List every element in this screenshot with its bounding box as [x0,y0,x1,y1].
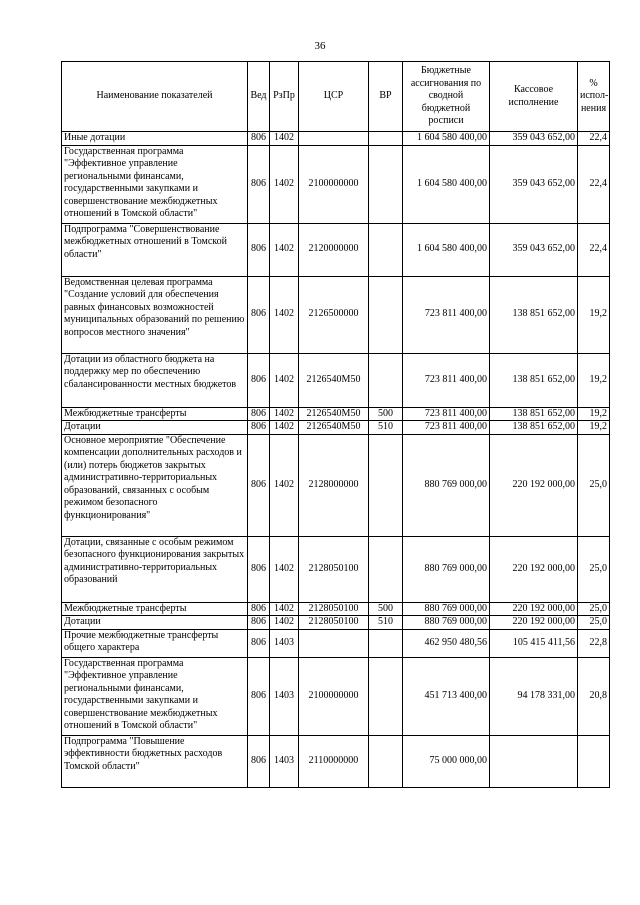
table-row [62,145,610,223]
header-name: Наименование показателей [62,62,248,132]
row-cash: 138 851 652,00 [490,407,578,421]
row-name: Подпрограмма "Повышение эффективности бюджетных расходов Томской области" [62,735,248,787]
row-rzpr: 1402 [270,276,299,353]
row-rzpr: 1402 [270,132,299,146]
row-name: Прочие межбюджетные трансферты общего характера [62,629,248,657]
row-rzpr: 1402 [270,223,299,276]
table-row [62,536,610,602]
header-budget: Бюджетные ассигнования по сводной бюджетной росписи [403,62,490,132]
row-name: Дотации, связанные с особым режимом безопасного функционирования закрытых административно-территориальных образований [62,536,248,602]
row-rzpr: 1403 [270,735,299,787]
row-name: Дотации [62,421,248,435]
row-ved: 806 [248,223,270,276]
row-name: Межбюджетные трансферты [62,602,248,616]
row-budget: 880 769 000,00 [403,616,490,630]
row-rzpr: 1402 [270,407,299,421]
page-number: 36 [314,40,326,52]
row-rzpr: 1402 [270,434,299,536]
header-csr: ЦСР [299,62,369,132]
row-cash: 359 043 652,00 [490,145,578,223]
row-vr: 510 [369,616,403,630]
row-percent: 22,4 [578,223,610,276]
row-ved: 806 [248,536,270,602]
row-name: Государственная программа "Эффективное управление региональными финансами, государственными закупками и совершенствование межбюджетных отношений в Томской области" [62,657,248,735]
row-budget: 451 713 400,00 [403,657,490,735]
row-percent: 25,0 [578,602,610,616]
row-csr: 2128000000 [299,434,369,536]
row-vr [369,353,403,407]
row-cash: 138 851 652,00 [490,276,578,353]
table-row [62,132,610,146]
row-vr [369,629,403,657]
row-vr: 510 [369,421,403,435]
row-name: Дотации [62,616,248,630]
row-name: Подпрограмма "Совершенствование межбюджетных отношений в Томской области" [62,223,248,276]
row-cash: 138 851 652,00 [490,353,578,407]
table-row [62,223,610,276]
row-cash: 220 192 000,00 [490,616,578,630]
row-budget: 880 769 000,00 [403,434,490,536]
row-vr [369,657,403,735]
row-csr: 2100000000 [299,145,369,223]
header-cash: Кассовое исполнение [490,62,578,132]
row-csr: 2128050100 [299,536,369,602]
header-rzpr: РзПр [270,62,299,132]
row-ved: 806 [248,616,270,630]
table-row [62,602,610,616]
row-rzpr: 1402 [270,145,299,223]
row-vr: 500 [369,407,403,421]
row-vr [369,735,403,787]
table-row [62,657,610,735]
row-rzpr: 1402 [270,602,299,616]
row-ved: 806 [248,421,270,435]
row-rzpr: 1402 [270,353,299,407]
row-budget: 880 769 000,00 [403,536,490,602]
table-row [62,407,610,421]
row-budget: 723 811 400,00 [403,421,490,435]
row-budget: 880 769 000,00 [403,602,490,616]
row-cash: 359 043 652,00 [490,132,578,146]
row-csr: 2126500000 [299,276,369,353]
row-csr: 2126540М50 [299,353,369,407]
row-ved: 806 [248,434,270,536]
row-percent: 19,2 [578,353,610,407]
row-percent: 25,0 [578,434,610,536]
row-csr [299,629,369,657]
row-ved: 806 [248,657,270,735]
row-percent: 22,4 [578,132,610,146]
table-row [62,421,610,435]
row-percent: 19,2 [578,421,610,435]
row-percent: 22,4 [578,145,610,223]
row-csr: 2100000000 [299,657,369,735]
table-row [62,276,610,353]
row-percent: 19,2 [578,276,610,353]
row-cash: 220 192 000,00 [490,536,578,602]
row-name: Основное мероприятие "Обеспечение компенсации дополнительных расходов и (или) потерь бюджетов закрытых административно-территориальных образований, связанных с особым режимом безопасного функционирования" [62,434,248,536]
header-percent: % испол-нения [578,62,610,132]
row-vr [369,536,403,602]
header-vr: ВР [369,62,403,132]
row-ved: 806 [248,145,270,223]
row-rzpr: 1403 [270,657,299,735]
row-rzpr: 1402 [270,421,299,435]
row-cash [490,735,578,787]
row-cash: 94 178 331,00 [490,657,578,735]
row-vr: 500 [369,602,403,616]
row-ved: 806 [248,132,270,146]
row-percent: 25,0 [578,536,610,602]
table-row [62,434,610,536]
row-ved: 806 [248,353,270,407]
row-name: Межбюджетные трансферты [62,407,248,421]
table-row [62,629,610,657]
table-row [62,616,610,630]
row-budget: 723 811 400,00 [403,353,490,407]
row-ved: 806 [248,407,270,421]
row-csr: 2126540М50 [299,421,369,435]
row-budget: 1 604 580 400,00 [403,223,490,276]
row-ved: 806 [248,602,270,616]
row-budget: 462 950 480,56 [403,629,490,657]
row-budget: 75 000 000,00 [403,735,490,787]
row-percent: 20,8 [578,657,610,735]
row-budget: 1 604 580 400,00 [403,132,490,146]
row-budget: 723 811 400,00 [403,407,490,421]
row-csr: 2110000000 [299,735,369,787]
row-vr [369,434,403,536]
row-csr [299,132,369,146]
row-budget: 723 811 400,00 [403,276,490,353]
row-cash: 220 192 000,00 [490,602,578,616]
header-ved: Вед [248,62,270,132]
row-csr: 2128050100 [299,616,369,630]
row-csr: 2120000000 [299,223,369,276]
row-budget: 1 604 580 400,00 [403,145,490,223]
row-name: Иные дотации [62,132,248,146]
row-ved: 806 [248,735,270,787]
row-ved: 806 [248,629,270,657]
row-percent [578,735,610,787]
table-row [62,353,610,407]
row-cash: 138 851 652,00 [490,421,578,435]
row-name: Государственная программа "Эффективное управление региональными финансами, государственными закупками и совершенствование межбюджетных отношений в Томской области" [62,145,248,223]
row-rzpr: 1402 [270,536,299,602]
row-name: Ведомственная целевая программа "Создание условий для обеспечения равных финансовых возможностей муниципальных образований по решению вопросов местного значения" [62,276,248,353]
row-cash: 359 043 652,00 [490,223,578,276]
row-vr [369,145,403,223]
row-rzpr: 1403 [270,629,299,657]
row-csr: 2126540М50 [299,407,369,421]
row-cash: 220 192 000,00 [490,434,578,536]
row-vr [369,276,403,353]
row-percent: 19,2 [578,407,610,421]
row-vr [369,132,403,146]
row-csr: 2128050100 [299,602,369,616]
row-percent: 25,0 [578,616,610,630]
row-name: Дотации из областного бюджета на поддержку мер по обеспечению сбалансированности местных бюджетов [62,353,248,407]
row-percent: 22,8 [578,629,610,657]
table-row [62,735,610,787]
row-ved: 806 [248,276,270,353]
budget-execution-table [61,61,610,788]
row-vr [369,223,403,276]
row-rzpr: 1402 [270,616,299,630]
row-cash: 105 415 411,56 [490,629,578,657]
header-row [62,62,610,132]
